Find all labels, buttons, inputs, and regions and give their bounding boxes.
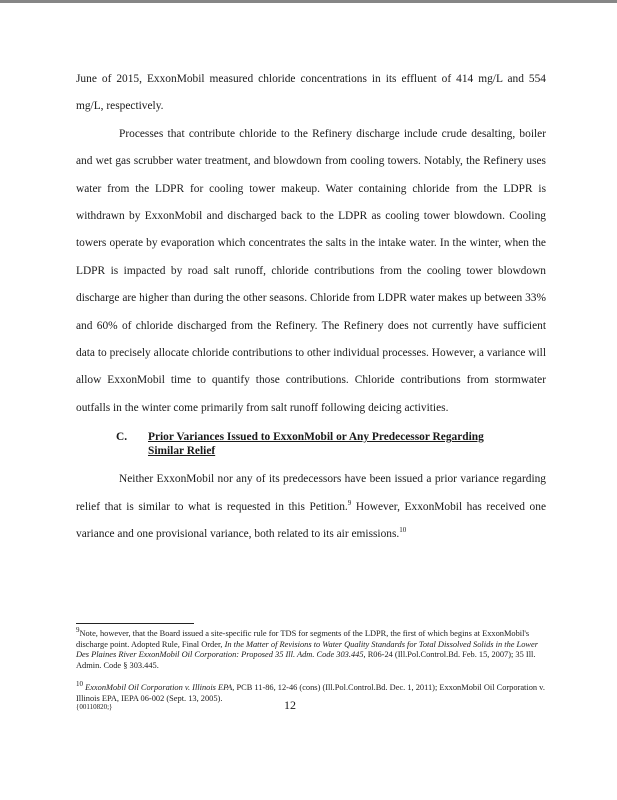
paragraph-chloride-measurement: June of 2015, ExxonMobil measured chloride concentrations in its effluent of 414 mg/L and 554 mg/L, respectively. bbox=[76, 73, 546, 113]
section-heading bbox=[76, 430, 546, 458]
footnote-9-number: 9 bbox=[76, 626, 80, 635]
document-code: {00110820;} bbox=[76, 703, 113, 711]
footnote-ref-9: 9 bbox=[347, 498, 352, 507]
paragraph-chloride-processes: Processes that contribute chloride to the Refinery discharge include crude desalting, boiler and wet gas scrubber water treatment, and blowdown from cooling towers. Notably, the Refinery uses water from the LDPR for cooling tower makeup. Water containing chloride from the LDPR is withdrawn by ExxonMobil and discharged back to the LDPR as cooling tower blowdown. Cooling towers operate by evaporation which concentrates the salts in the intake water. In the winter, when the LDPR is impacted by road salt runoff, chloride contributions from the cooling tower blowdown discharge are higher than during the other seasons. Chloride from LDPR water makes up between 33% and 60% of chloride discharged from the Refinery. The Refinery does not currently have sufficient data to precisely allocate chloride contributions to other individual processes. However, a variance will allow ExxonMobil time to quantify those contributions. Chloride contributions from stormwater outfalls in the winter come primarily from salt runoff following deicing activities. bbox=[76, 127, 546, 414]
section-title: Prior Variances Issued to ExxonMobil or Any Predecessor Regarding Similar Relief bbox=[148, 431, 484, 458]
footnote-ref-10: 10 bbox=[399, 526, 407, 535]
footnote-9-case-title: In the Matter of Revisions to Water Quality Standards for Total Dissolved Solids in the Lower Des Plaines River ExxonMobil Oil Corporation: Proposed 35 Ill. Adm. Code 303.445 bbox=[76, 639, 538, 660]
footnote-9-text-a: Note, however, that the Board issued a site-specific rule for TDS for segments of the LDPR, the first of which begins at ExxonMobil's discharge point. Adopted Rule, Final Order, bbox=[76, 629, 530, 649]
page-number: 12 bbox=[284, 698, 296, 712]
document-body bbox=[76, 66, 546, 549]
footnote-10-text: , PCB 11-86, 12-46 (cons) (Ill.Pol.Control.Bd. Dec. 1, 2011); ExxonMobil Oil Corporation v. Illinois EPA, IEPA 06-002 (Sept. 13, 2005). bbox=[76, 683, 545, 703]
footnotes bbox=[76, 626, 548, 717]
prior-variances-text-1: Neither ExxonMobil nor any of its predecessors have been issued a prior variance regarding relief that is similar to what is requested in this Petition. bbox=[76, 473, 546, 513]
footnote-10-number: 10 bbox=[76, 680, 83, 689]
footnote-separator bbox=[76, 623, 194, 624]
footnote-9-text-b: , R06-24 (Ill.Pol.Control.Bd. Feb. 15, 2007); 35 Ill. Admin. Code § 303.445. bbox=[76, 650, 536, 670]
footnote-9 bbox=[76, 626, 548, 671]
paragraph-prior-variances bbox=[76, 466, 546, 548]
prior-variances-text-2: However, ExxonMobil has received one variance and one provisional variance, both related to its air emissions. bbox=[76, 500, 546, 541]
section-number: C. bbox=[116, 431, 128, 444]
top-scan-edge bbox=[0, 0, 617, 3]
footnote-10-case-title: ExxonMobil Oil Corporation v. Illinois EPA bbox=[85, 683, 233, 693]
footnote-10 bbox=[76, 680, 548, 704]
